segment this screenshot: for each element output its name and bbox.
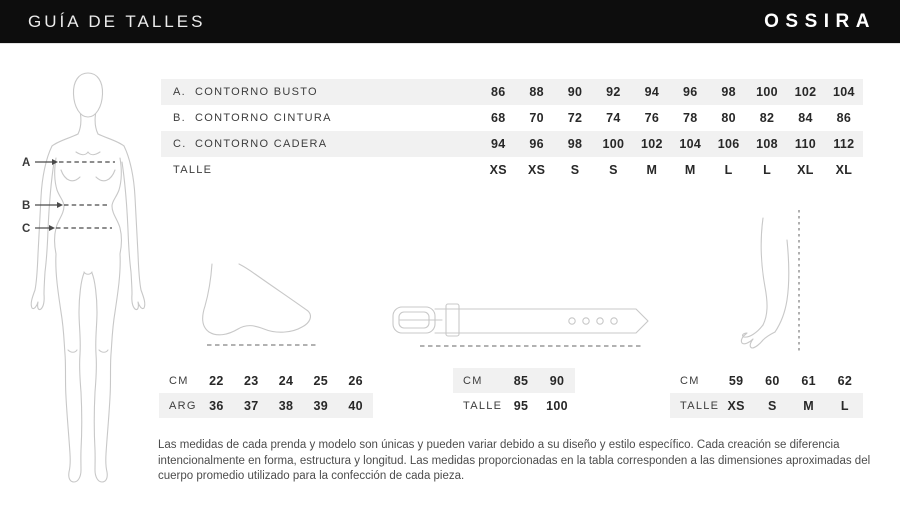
cell-value: 39 (313, 398, 329, 413)
cell-value: 92 (606, 85, 621, 99)
table-row (159, 368, 373, 393)
measure-label-b: B (22, 200, 31, 212)
cell-value: 102 (794, 85, 817, 99)
cell-value: 112 (833, 137, 855, 151)
row-label: A. CONTORNO BUSTO (173, 86, 318, 98)
measure-line-c (22, 223, 112, 235)
cell-value: 88 (529, 85, 544, 99)
table-row (159, 393, 373, 418)
cell-value: 90 (549, 373, 565, 388)
foot-drawing (198, 264, 326, 352)
row-label: C. CONTORNO CADERA (173, 138, 328, 150)
cell-value: 74 (606, 111, 621, 125)
cell-value: 22 (209, 373, 224, 388)
row-label: CM (463, 374, 483, 387)
cell-value: 94 (644, 85, 660, 99)
cell-value: 98 (567, 137, 583, 151)
cell-value: 106 (717, 137, 740, 151)
cell-value: S (768, 398, 777, 413)
table-row (161, 105, 863, 131)
row-label: ARG (169, 399, 197, 412)
row-label: CM (169, 374, 189, 387)
cell-value: 96 (682, 85, 698, 99)
cell-value: L (763, 163, 772, 177)
table-row (453, 393, 575, 418)
cell-value: 82 (759, 111, 775, 125)
table-row (161, 131, 863, 157)
table-row (670, 368, 863, 393)
cell-value: XS (727, 398, 745, 413)
cell-value: 90 (567, 85, 583, 99)
body-figure-drawing (8, 62, 160, 490)
cell-value: XS (489, 163, 507, 177)
cell-value: L (724, 163, 733, 177)
measure-label-a: A (22, 157, 31, 169)
cell-value: S (609, 163, 618, 177)
belt-size-table (453, 368, 575, 418)
cell-value: 60 (765, 373, 780, 388)
cell-value: 100 (602, 137, 625, 151)
page-title: GUÍA DE TALLES (28, 11, 206, 31)
cell-value: 104 (679, 137, 702, 151)
cell-value: 61 (801, 373, 816, 388)
row-label: TALLE (463, 399, 503, 412)
cell-value: 85 (513, 373, 529, 388)
cell-value: 40 (348, 398, 363, 413)
cell-value: 102 (640, 137, 663, 151)
cell-value: L (840, 398, 849, 413)
cell-value: XL (797, 163, 814, 177)
table-row (453, 368, 575, 393)
cell-value: 25 (313, 373, 329, 388)
cell-value: S (570, 163, 580, 177)
row-label: TALLE (173, 164, 213, 176)
cell-value: 26 (348, 373, 363, 388)
cell-value: 23 (243, 373, 259, 388)
measure-line-b (22, 200, 110, 212)
arm-drawing (715, 205, 810, 360)
row-label: B. CONTORNO CINTURA (173, 112, 332, 124)
cell-value: 62 (837, 373, 853, 388)
shoe-size-table (159, 368, 373, 418)
measure-label-c: C (22, 223, 31, 235)
cell-value: 76 (644, 111, 660, 125)
cell-value: 100 (546, 398, 568, 413)
row-prefix: C. (173, 138, 187, 150)
cell-value: 98 (721, 85, 736, 99)
row-prefix: B. (173, 112, 186, 124)
measure-line-a (22, 157, 115, 169)
cell-value: 95 (513, 398, 529, 413)
cell-value: 38 (278, 398, 294, 413)
size-table (161, 79, 863, 183)
table-row (670, 393, 863, 418)
cell-value: 94 (490, 137, 506, 151)
cell-value: 84 (798, 111, 813, 125)
header-bar (0, 0, 900, 44)
cell-value: 70 (529, 111, 544, 125)
table-row (161, 157, 863, 183)
cell-value: 37 (243, 398, 259, 413)
cell-value: 36 (209, 398, 224, 413)
cell-value: 108 (756, 137, 778, 151)
disclaimer-text: Las medidas de cada prenda y modelo son únicas y pueden variar debido a su diseño y estilo específico. Cada creación se diferencia intencionalmente en forma, estructura y longitud. Las medidas proporcionadas en la tabla corresponden a las dimensiones aproximadas del cuerpo promedio utilizado para la confección de cada pieza. (158, 439, 871, 482)
sleeve-size-table (670, 368, 863, 418)
cell-value: 68 (490, 111, 506, 125)
cell-value: M (646, 163, 658, 177)
brand-logo: OSSIRA (764, 10, 876, 32)
cell-value: XL (835, 163, 853, 177)
cell-value: 24 (278, 373, 294, 388)
table-row (161, 79, 863, 105)
cell-value: 59 (728, 373, 744, 388)
row-label: CM (680, 374, 700, 387)
cell-value: XS (527, 163, 546, 177)
cell-value: 72 (567, 111, 583, 125)
cell-value: M (803, 398, 814, 413)
row-label: TALLE (680, 399, 720, 412)
cell-value: 96 (529, 137, 544, 151)
cell-value: 78 (682, 111, 698, 125)
cell-value: 86 (490, 85, 506, 99)
row-prefix: A. (173, 86, 186, 98)
cell-value: 104 (832, 85, 855, 99)
belt-drawing (390, 300, 656, 350)
cell-value: M (684, 163, 696, 177)
cell-value: 100 (756, 85, 778, 99)
cell-value: 110 (794, 137, 816, 151)
cell-value: 80 (721, 111, 736, 125)
cell-value: 86 (836, 111, 852, 125)
